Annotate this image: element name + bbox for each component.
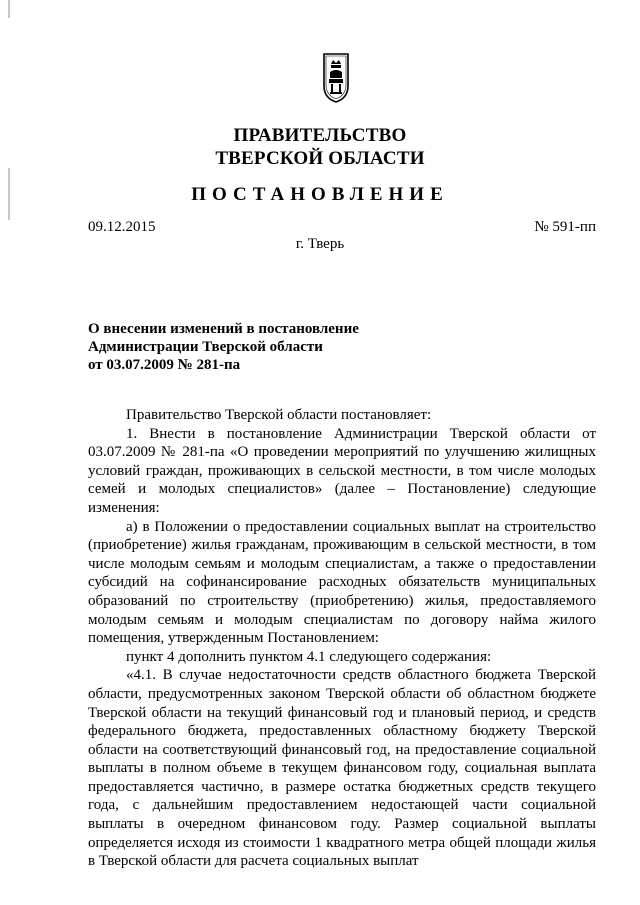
subject-line2: Администрации Тверской области (88, 339, 323, 355)
body-paragraph-clause4: пункт 4 дополнить пунктом 4.1 следующего содержания: (126, 648, 492, 665)
document-type: ПОСТАНОВЛЕНИЕ (191, 184, 449, 205)
body-paragraph-clause4-1: «4.1. В случае недостаточности средств областного бюджета Тверской области, предусмотренных законом Тверской области об областном бюджете Тверской области на текущий финансовый год и плановый период, и средств федерального бюджета, предоставленных областному бюджету Тверской области на соответствующий финансовый год, на предоставление социальной выплаты в полном объеме в текущем финансовом году, социальная выплата предоставляется частично, в размере остатка бюджетных средств текущего года, с дальнейшим предоставлением недостающей части социальной выплаты в очередном финансовом году. Размер социальной выплаты определяется исходя из стоимости 1 квадратного метра общей площади жилья в Тверской области для расчета социальных выплат (88, 667, 596, 870)
body-paragraph-preamble: Правительство Тверской области постановляет: (126, 407, 432, 423)
organization-name-line2: ТВЕРСКОЙ ОБЛАСТИ (215, 148, 425, 169)
body-paragraph-item1: 1. Внести в постановление Администрации Тверской области от 03.07.2009 № 281-па «О проведении мероприятий по улучшению жилищных условий граждан, проживающих в сельской местности, в том числе молодых семей и молодых специалистов» (далее – Постановление) следующие изменения: (88, 425, 596, 516)
subject-line3: от 03.07.2009 № 281-па (88, 357, 241, 373)
document-number: № 591-пп (534, 219, 596, 235)
document-date: 09.12.2015 (88, 219, 156, 235)
coat-of-arms-icon (322, 52, 350, 104)
body-paragraph-item-a: а) в Положении о предоставлении социальных выплат на строительство (приобретение) жилья гражданам, проживающим в сельской местности, в том числе молодым семьям и молодым специалистам, а также о предоставлении субсидий на софинансирование расходных обязательств муниципальных образований по строительству (приобретению) жилья, предоставляемого молодым семьям и молодым специалистам по договору найма жилого помещения, утвержденным Постановлением: (88, 518, 596, 647)
scan-edge-mark-top (8, 0, 10, 18)
document-subject (88, 320, 408, 374)
document-body (88, 406, 596, 871)
organization-name-line1: ПРАВИТЕЛЬСТВО (233, 125, 407, 146)
subject-line1: О внесении изменений в постановление (88, 321, 359, 337)
document-city: г. Тверь (295, 236, 345, 252)
